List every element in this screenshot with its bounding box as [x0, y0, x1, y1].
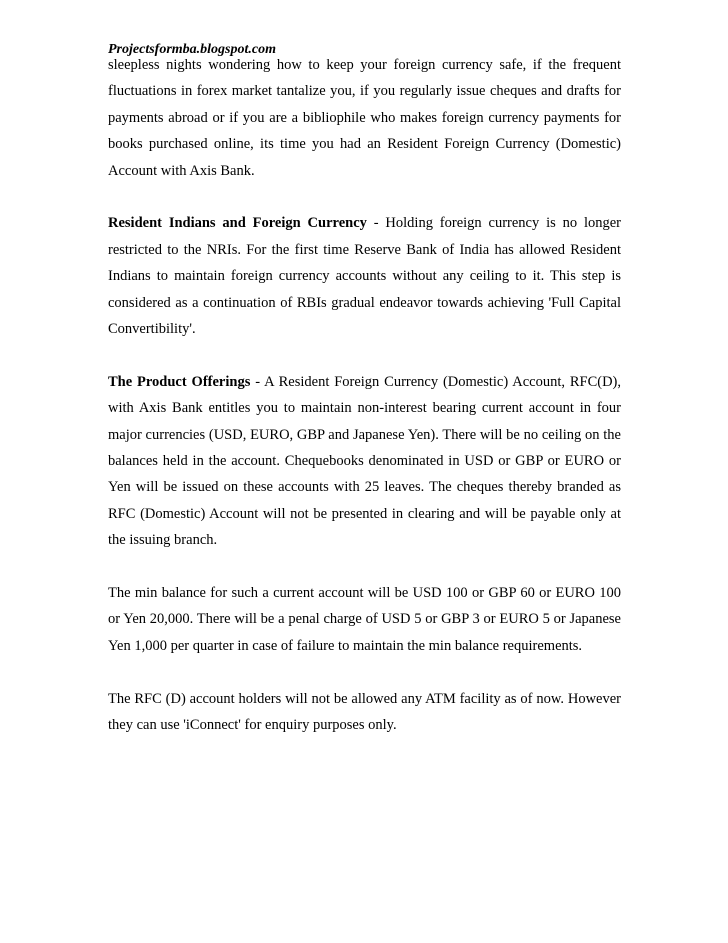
intro-paragraph: sleepless nights wondering how to keep your foreign currency safe, if the frequent fluctuations in forex market tantalize you, if you regularly issue cheques and drafts for payments abroad or if you are a bibliophile who makes foreign currency payments for books purchased online, its time you had an Resident Foreign Currency (Domestic) Account with Axis Bank.: [108, 57, 621, 179]
product-body: - A Resident Foreign Currency (Domestic) Account, RFC(D), with Axis Bank entitles you to maintain non-interest bearing current account in four major currencies (USD, EURO, GBP and Japanese Yen). There will be no ceiling on the balances held in the account. Chequebooks denominated in USD or GBP or EURO or Yen will be issued on these accounts with 25 leaves. The cheques thereby branded as RFC (Domestic) Account will not be presented in clearing and will be payable only at the issuing branch.: [108, 373, 621, 549]
resident-body: - Holding foreign currency is no longer restricted to the NRIs. For the first time Reserve Bank of India has allowed Resident Indians to maintain foreign currency accounts without any ceiling to it. This step is considered as a continuation of RBIs gradual endeavor towards achieving 'Full Capital Convertibility'.: [108, 215, 621, 338]
intro-wrapper: [108, 52, 621, 184]
site-header: Projectsformba.blogspot.com: [108, 42, 276, 57]
atm-paragraph: The RFC (D) account holders will not be allowed any ATM facility as of now. However they can use 'iConnect' for enquiry purposes only.: [108, 690, 621, 734]
document-page: [108, 42, 621, 765]
min-balance-paragraph: The min balance for such a current account will be USD 100 or GBP 60 or EURO 100 or Yen 20,000. There will be a penal charge of USD 5 or GBP 3 or EURO 5 or Japanese Yen 1,000 per quarter in case of failure to maintain the min balance requirements.: [108, 585, 621, 654]
resident-paragraph: [108, 210, 621, 342]
product-heading: The Product Offerings: [108, 373, 251, 390]
resident-heading: Resident Indians and Foreign Currency: [108, 215, 367, 232]
product-paragraph: [108, 369, 621, 554]
